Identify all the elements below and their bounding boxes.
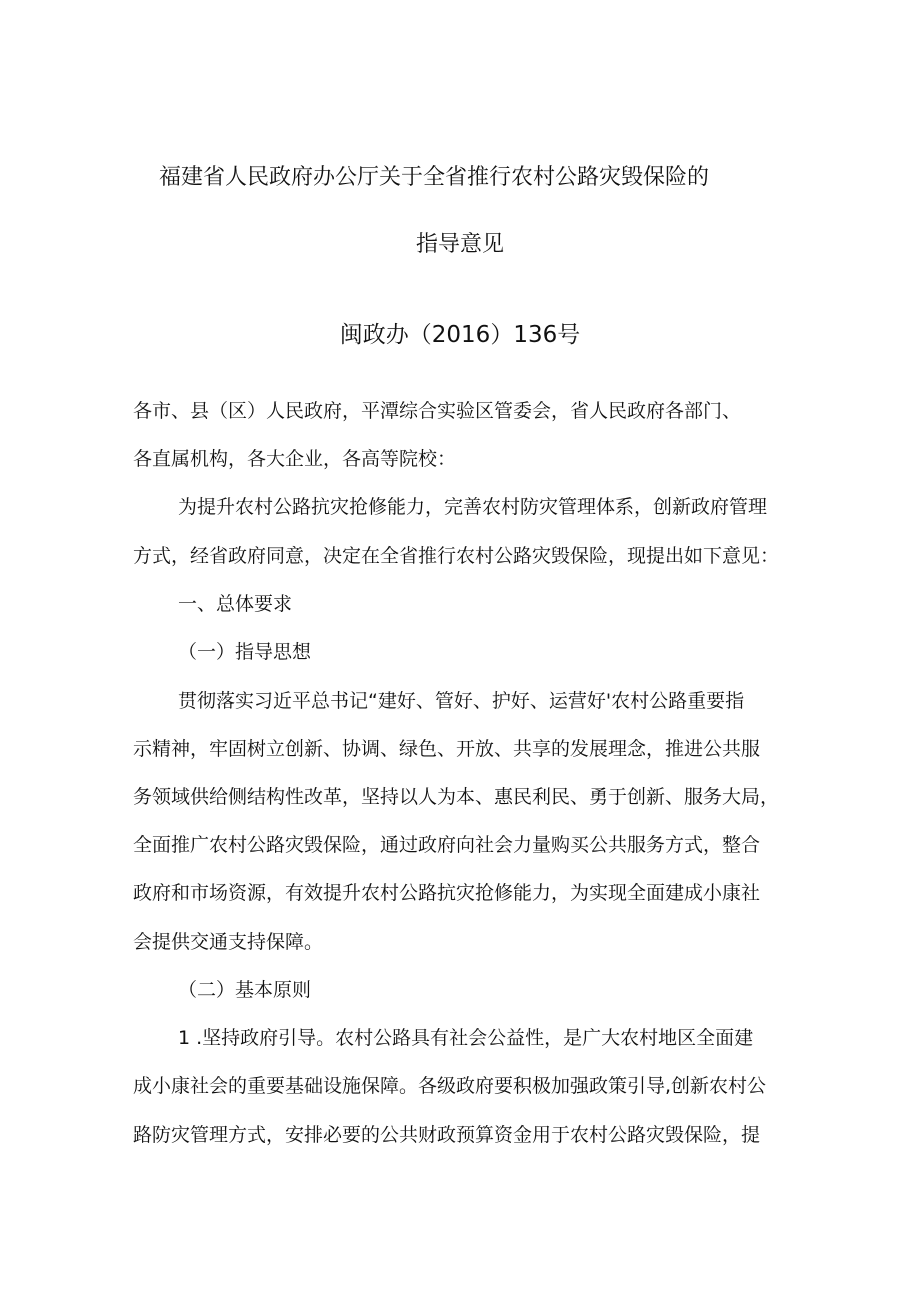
addressee-line-1: 各市、县（区）人民政府，平潭综合实验区管委会，省人民政府各部门、 — [133, 400, 742, 422]
paragraph-line: 贯彻落实习近平总书记“建好、管好、护好、运营好'农村公路重要指 — [178, 690, 745, 712]
addressee-line-2: 各直属机构，各大企业，各高等院校： — [133, 448, 457, 470]
subsection-heading: （二）基本原则 — [178, 979, 312, 1001]
paragraph-line: 为提升农村公路抗灾抢修能力，完善农村防灾管理体系，创新政府管理 — [178, 496, 768, 518]
paragraph-line: 路防灾管理方式，安排必要的公共财政预算资金用于农村公路灾毁保险，提 — [133, 1124, 761, 1146]
document-title-line-1: 福建省人民政府办公厅关于全省推行农村公路灾毁保险的 — [158, 165, 709, 190]
paragraph-line: 示精神，牢固树立创新、协调、绿色、开放、共享的发展理念，推进公共服 — [133, 738, 761, 760]
section-heading: 一、总体要求 — [178, 593, 293, 615]
subsection-heading: （一）指导思想 — [178, 641, 312, 663]
document-title-line-2: 指导意见 — [415, 232, 504, 257]
paragraph-line: 1 .坚持政府引导。农村公路具有社会公益性，是广大农村地区全面建 — [178, 1027, 754, 1049]
paragraph-line: 会提供交通支持保障。 — [133, 931, 324, 953]
paragraph-line: 方式，经省政府同意，决定在全省推行农村公路灾毁保险，现提出如下意见： — [133, 545, 780, 567]
paragraph-line: 全面推广农村公路灾毁保险，通过政府向社会力量购买公共服务方式，整合 — [133, 834, 761, 856]
paragraph-line: 成小康社会的重要基础设施保障。各级政府要积极加强政策引导,创新农村公 — [133, 1075, 767, 1097]
paragraph-line: 务领域供给侧结构性改革，坚持以人为本、惠民利民、勇于创新、服务大局， — [133, 786, 780, 808]
paragraph-line: 政府和市场资源，有效提升农村公路抗灾抢修能力，为实现全面建成小康社 — [133, 882, 761, 904]
document-number: 闽政办（2016）136号 — [339, 322, 581, 348]
